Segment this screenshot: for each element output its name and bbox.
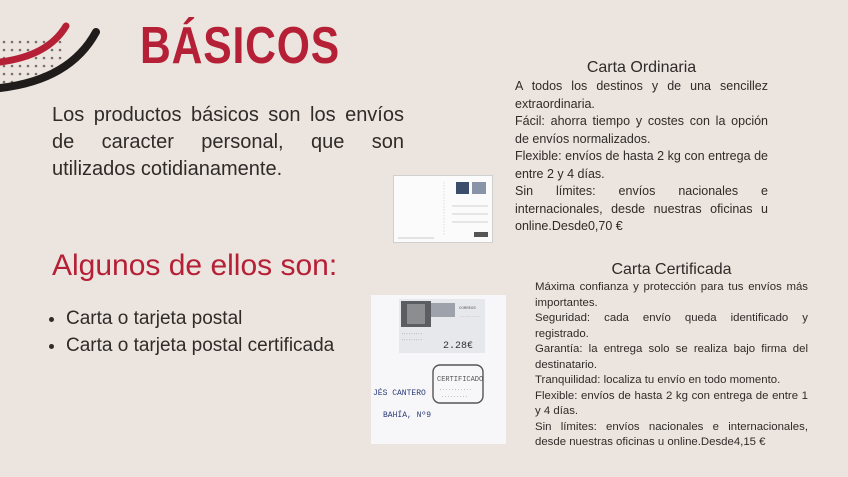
description-line: Tranquilidad: localiza tu envío en todo momento. [535, 374, 781, 386]
svg-text:·········: ········· [401, 339, 423, 343]
description-line: Sin límites: envíos nacionales e internacionales, desde nuestras oficinas u online.Desde0,70 € [515, 184, 768, 233]
list-item: • Carta o tarjeta postal [66, 305, 362, 332]
stamp-value: 2.28€ [443, 341, 474, 352]
postcard-image [393, 175, 493, 243]
address-line-1: JÉS CANTERO [373, 389, 426, 398]
postcard-logo [472, 182, 486, 194]
examples-heading: Algunos de ellos son: [52, 249, 338, 282]
list-item: • Carta o tarjeta postal certificada [66, 332, 362, 359]
svg-text:············: ············ [459, 315, 481, 318]
description-line: Flexible: envíos de hasta 2 kg con entrega de entre 1 y 4 días. [535, 389, 808, 417]
postcard-barcode [474, 232, 488, 237]
inner-arc [0, 26, 66, 62]
postcard-stamp [456, 182, 469, 194]
carta-certificada-section [535, 260, 808, 451]
examples-list [48, 305, 362, 359]
svg-text:·········: ········· [401, 333, 423, 337]
description-line: Máxima confianza y protección para tus envíos más importantes. [535, 281, 808, 309]
description-line: A todos los destinos y de una sencillez extraordinaria. [515, 79, 768, 111]
page-title: BÁSICOS [140, 17, 341, 75]
intro-paragraph: Los productos básicos son los envíos de caracter personal, que son utilizados cotidianamente. [52, 104, 404, 180]
description-line: Garantía: la entrega solo se realiza bajo firma del destinatario. [535, 343, 808, 371]
description-line: Seguridad: cada envío queda identificado y registrado. [535, 312, 808, 340]
svg-text:CORREOS: CORREOS [459, 307, 476, 311]
address-line-2: BAHÍA, Nº9 [383, 411, 432, 420]
carta-certificada-body [535, 280, 808, 451]
certified-envelope-image [371, 295, 506, 444]
svg-text:·········: ········· [441, 394, 469, 400]
description-line: Fácil: ahorra tiempo y costes con la opción de envíos normalizados. [515, 114, 768, 146]
description-line: Flexible: envíos de hasta 2 kg con entrega de entre 2 y 4 días. [515, 149, 768, 181]
decorative-arcs [0, 0, 140, 100]
svg-text:···········: ··········· [439, 387, 473, 393]
carta-ordinaria-section [515, 58, 768, 236]
carta-ordinaria-body [515, 78, 768, 236]
postmark-text: CERTIFICADO [437, 376, 484, 384]
carta-ordinaria-title: Carta Ordinaria [586, 59, 697, 76]
description-line: Sin límites: envíos nacionales e internacionales, desde nuestras oficinas u online.Desde4,15 € [535, 420, 808, 448]
carta-certificada-title: Carta Certificada [611, 261, 732, 278]
